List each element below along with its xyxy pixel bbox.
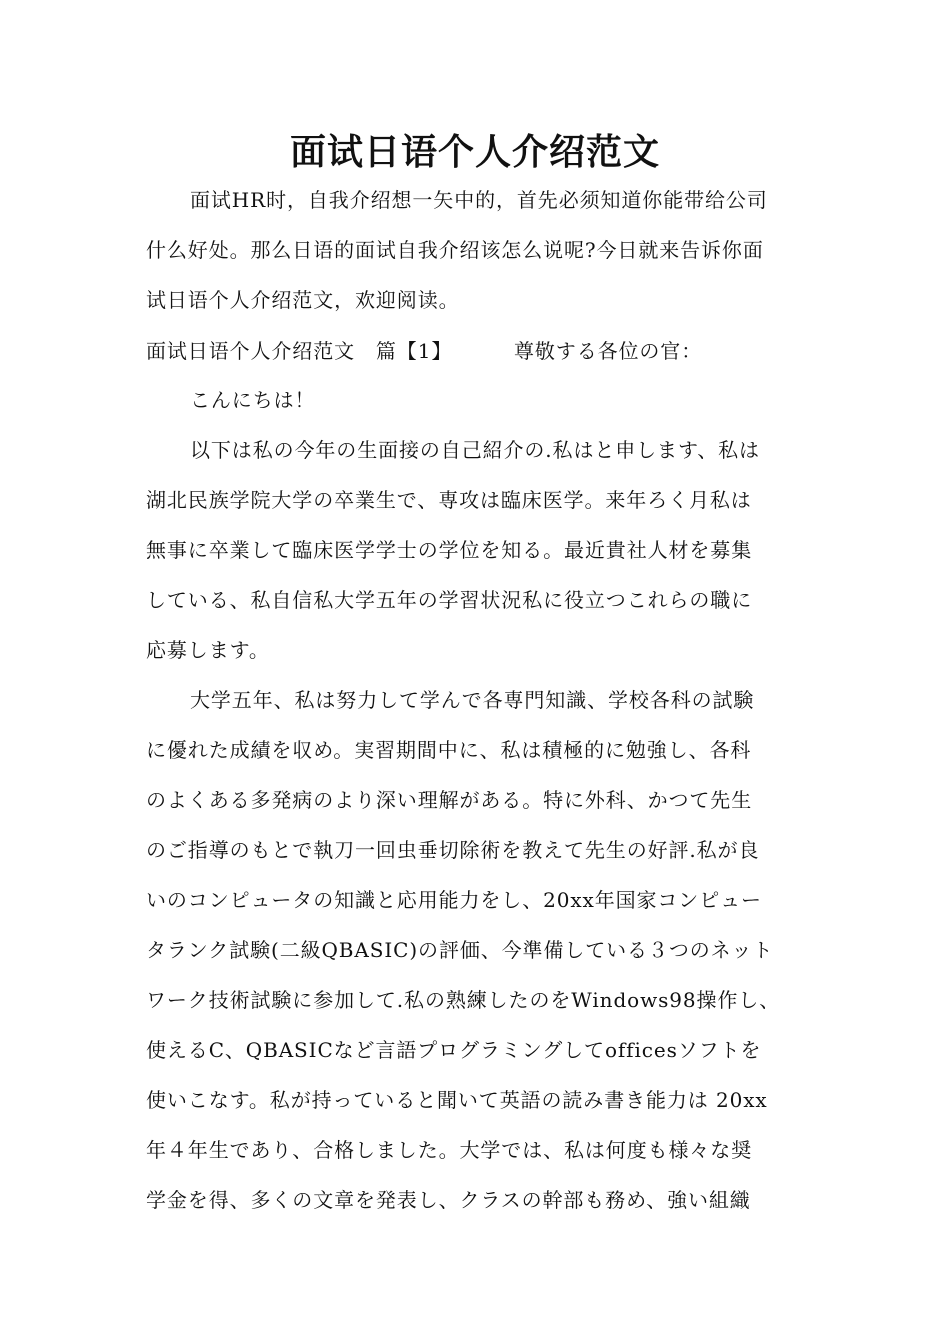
paragraph-line: タランク試験(二級QBASIC)の評価、今準備している３つのネット [146, 938, 774, 962]
paragraph-line: 年４年生であり、合格しました。大学では、私は何度も様々な奨 [146, 1138, 753, 1162]
paragraph-line: 以下は私の今年の生面接の自己紹介の.私はと申します、私は [190, 438, 760, 462]
paragraph-line: 使いこなす。私が持っていると聞いて英語の読み書き能力は 20xx [146, 1088, 768, 1112]
greeting-line: こんにちは！ [190, 388, 316, 412]
paragraph-line: 応募します。 [146, 638, 270, 662]
section-heading: 面试日语个人介绍范文 篇【1】 [146, 339, 453, 363]
salutation: 尊敬する各位の官： [514, 339, 703, 363]
document-title: 面试日语个人介绍范文 [289, 131, 660, 173]
paragraph-line: に優れた成績を収め。実習期間中に、私は積極的に勉強し、各科 [146, 738, 752, 762]
paragraph-line: 湖北民族学院大学の卒業生で、専攻は臨床医学。来年ろく月私は [146, 488, 752, 512]
paragraph-line: 無事に卒業して臨床医学学士の学位を知る。最近貴社人材を募集 [146, 538, 753, 562]
paragraph-line: のご指導のもとで執刀一回虫垂切除術を教えて先生の好評.私が良 [146, 838, 760, 862]
paragraph-line: 面试HR时，自我介绍想一矢中的，首先必须知道你能带给公司 [190, 188, 768, 212]
paragraph-line: している、私自信私大学五年の学習状況私に役立つこれらの職に [146, 588, 753, 612]
paragraph-line: のよくある多発病のより深い理解がある。特に外科、かつて先生 [146, 788, 753, 812]
paragraph-line: ワーク技術試験に参加して.私の熟練したのをWindows98操作し、 [146, 988, 781, 1012]
paragraph-line: 什么好处。那么日语的面试自我介绍该怎么说呢?今日就来告诉你面 [146, 238, 764, 262]
paragraph-line: 大学五年、私は努力して学んで各専門知識、学校各科の試験 [190, 688, 755, 712]
paragraph-line: 试日语个人介绍范文，欢迎阅读。 [146, 288, 460, 312]
paragraph-line: 使えるC、QBASICなど言語プログラミングしてofficesソフトを [146, 1038, 762, 1062]
paragraph-line: 学金を得、多くの文章を発表し、クラスの幹部も務め、強い組織 [146, 1188, 751, 1212]
paragraph-line: いのコンピュータの知識と応用能力をし、20xx年国家コンピュー [146, 888, 762, 912]
